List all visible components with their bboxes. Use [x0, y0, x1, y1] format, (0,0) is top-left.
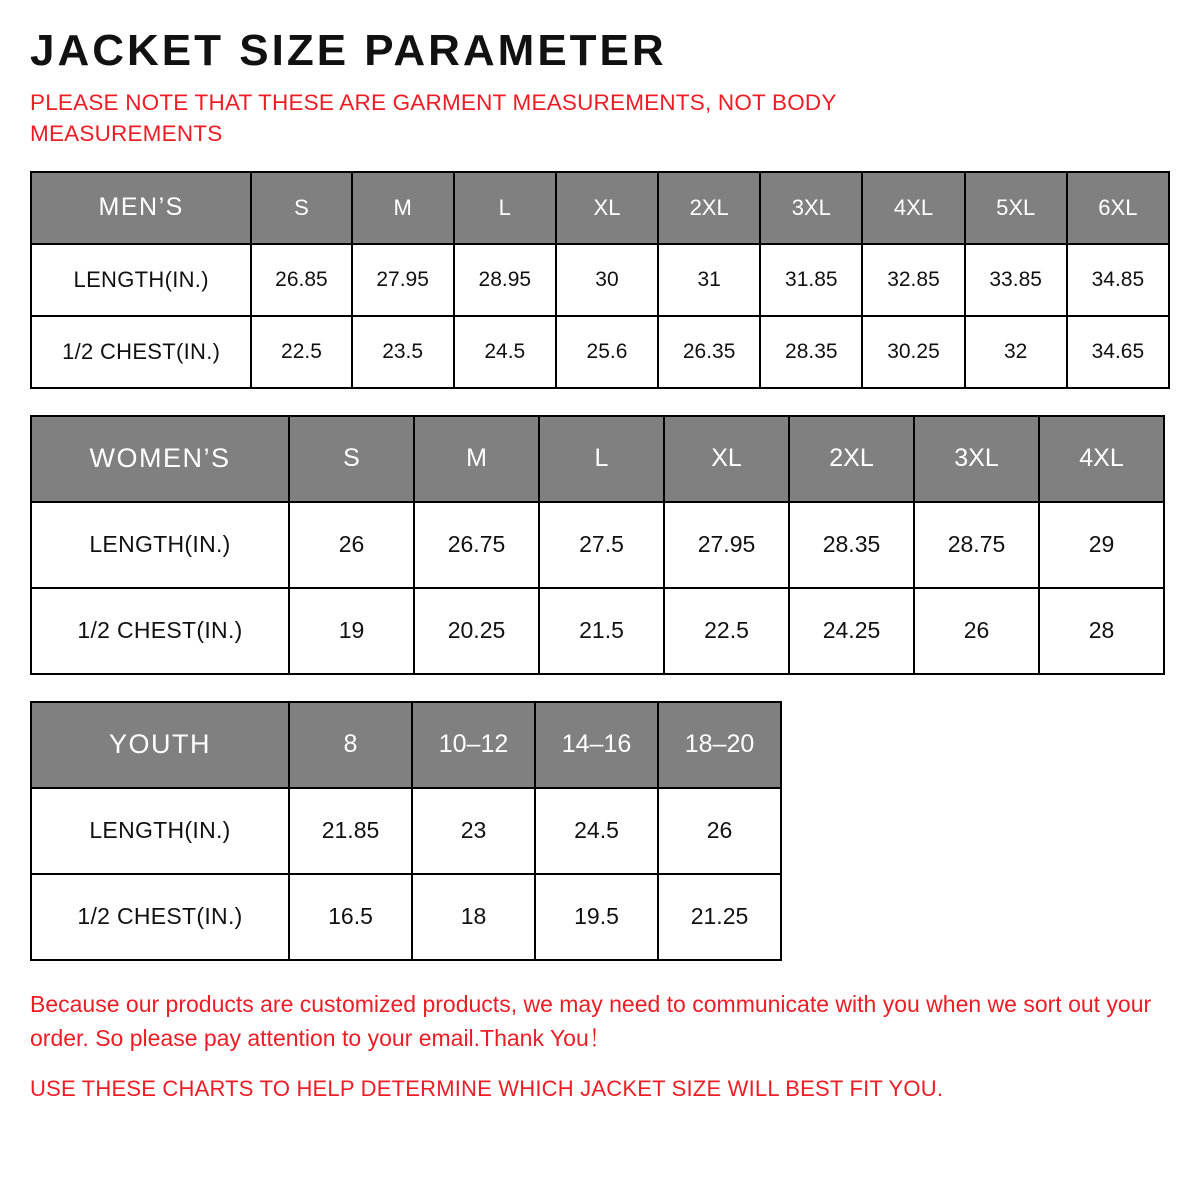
mens-chest-2xl: 26.35	[658, 316, 760, 388]
mens-size-2xl: 2XL	[658, 172, 760, 244]
mens-length-l: 28.95	[454, 244, 556, 316]
womens-size-2xl: 2XL	[789, 416, 914, 502]
mens-length-s: 26.85	[251, 244, 351, 316]
table-row	[31, 588, 1164, 674]
customization-notice: Because our products are customized products, we may need to communicate with you when we sort out your order. So please pay attention to your email.Thank You！	[30, 990, 1152, 1052]
mens-length-2xl: 31	[658, 244, 760, 316]
garment-measurement-notice: PLEASE NOTE THAT THESE ARE GARMENT MEASUREMENTS, NOT BODY MEASUREMENTS	[30, 90, 837, 146]
womens-size-3xl: 3XL	[914, 416, 1039, 502]
mens-size-4xl: 4XL	[862, 172, 964, 244]
table-row	[31, 874, 781, 960]
mens-size-6xl: 6XL	[1067, 172, 1169, 244]
youth-length-18-20: 26	[658, 788, 781, 874]
mens-size-l: L	[454, 172, 556, 244]
youth-chest-label: 1/2 CHEST(IN.)	[31, 874, 289, 960]
table-row	[31, 244, 1169, 316]
mens-length-3xl: 31.85	[760, 244, 862, 316]
youth-size-8: 8	[289, 702, 412, 788]
womens-length-3xl: 28.75	[914, 502, 1039, 588]
youth-size-table	[30, 701, 782, 961]
table-header-row	[31, 702, 781, 788]
mens-chest-4xl: 30.25	[862, 316, 964, 388]
womens-size-4xl: 4XL	[1039, 416, 1164, 502]
womens-size-l: L	[539, 416, 664, 502]
mens-length-6xl: 34.85	[1067, 244, 1169, 316]
mens-length-xl: 30	[556, 244, 658, 316]
mens-chest-l: 24.5	[454, 316, 556, 388]
table-row	[31, 788, 781, 874]
mens-chest-6xl: 34.65	[1067, 316, 1169, 388]
table-row	[31, 502, 1164, 588]
womens-chest-label: 1/2 CHEST(IN.)	[31, 588, 289, 674]
mens-chest-5xl: 32	[965, 316, 1067, 388]
mens-chest-3xl: 28.35	[760, 316, 862, 388]
youth-header-label: YOUTH	[31, 702, 289, 788]
chart-usage-note: USE THESE CHARTS TO HELP DETERMINE WHICH JACKET SIZE WILL BEST FIT YOU.	[30, 1075, 944, 1101]
mens-size-m: M	[352, 172, 454, 244]
mens-size-table	[30, 171, 1170, 389]
youth-size-14-16: 14–16	[535, 702, 658, 788]
mens-length-m: 27.95	[352, 244, 454, 316]
youth-chest-10-12: 18	[412, 874, 535, 960]
table-row	[31, 316, 1169, 388]
mens-size-3xl: 3XL	[760, 172, 862, 244]
youth-length-14-16: 24.5	[535, 788, 658, 874]
womens-chest-4xl: 28	[1039, 588, 1164, 674]
mens-size-s: S	[251, 172, 351, 244]
youth-size-18-20: 18–20	[658, 702, 781, 788]
womens-length-label: LENGTH(IN.)	[31, 502, 289, 588]
womens-size-table	[30, 415, 1165, 675]
womens-chest-m: 20.25	[414, 588, 539, 674]
mens-length-label: LENGTH(IN.)	[31, 244, 251, 316]
page-title: JACKET SIZE PARAMETER	[30, 26, 667, 75]
mens-chest-s: 22.5	[251, 316, 351, 388]
youth-chest-14-16: 19.5	[535, 874, 658, 960]
mens-size-xl: XL	[556, 172, 658, 244]
youth-size-10-12: 10–12	[412, 702, 535, 788]
youth-chest-18-20: 21.25	[658, 874, 781, 960]
womens-chest-2xl: 24.25	[789, 588, 914, 674]
mens-chest-m: 23.5	[352, 316, 454, 388]
womens-chest-s: 19	[289, 588, 414, 674]
womens-length-4xl: 29	[1039, 502, 1164, 588]
mens-chest-xl: 25.6	[556, 316, 658, 388]
womens-chest-l: 21.5	[539, 588, 664, 674]
womens-length-xl: 27.95	[664, 502, 789, 588]
mens-chest-label: 1/2 CHEST(IN.)	[31, 316, 251, 388]
womens-length-m: 26.75	[414, 502, 539, 588]
mens-length-5xl: 33.85	[965, 244, 1067, 316]
womens-chest-3xl: 26	[914, 588, 1039, 674]
mens-header-label: MEN’S	[31, 172, 251, 244]
womens-length-s: 26	[289, 502, 414, 588]
youth-length-10-12: 23	[412, 788, 535, 874]
mens-length-4xl: 32.85	[862, 244, 964, 316]
youth-chest-8: 16.5	[289, 874, 412, 960]
youth-length-label: LENGTH(IN.)	[31, 788, 289, 874]
womens-size-xl: XL	[664, 416, 789, 502]
mens-size-5xl: 5XL	[965, 172, 1067, 244]
womens-header-label: WOMEN’S	[31, 416, 289, 502]
table-header-row	[31, 416, 1164, 502]
womens-length-2xl: 28.35	[789, 502, 914, 588]
womens-length-l: 27.5	[539, 502, 664, 588]
youth-length-8: 21.85	[289, 788, 412, 874]
womens-chest-xl: 22.5	[664, 588, 789, 674]
womens-size-s: S	[289, 416, 414, 502]
table-header-row	[31, 172, 1169, 244]
womens-size-m: M	[414, 416, 539, 502]
